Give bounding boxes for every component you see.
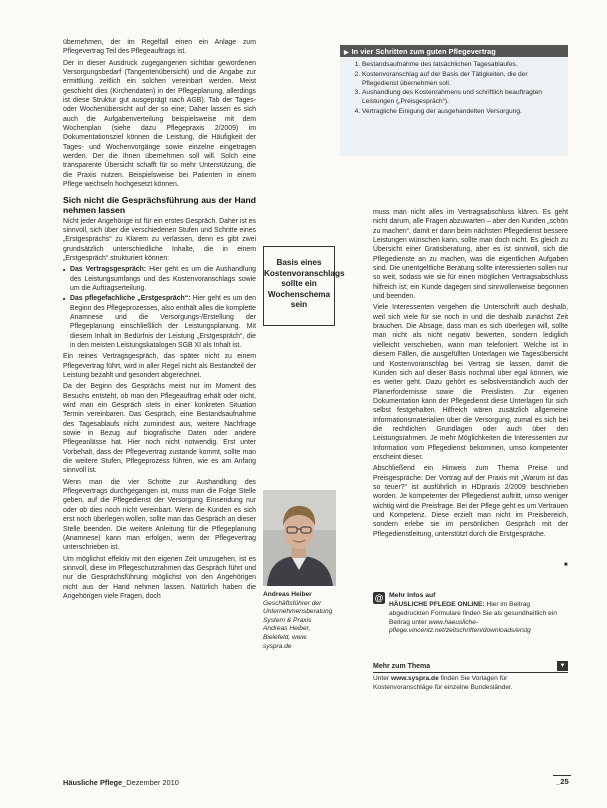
portrait-caption [263,591,336,651]
list-item: 3. Aushandlung des Kostenrahmens und schriftlich beauftragten Leistungen („Preisgespräch“). [362,89,562,107]
intro-paragraph-2: Der in dieser Ausdruck zugegangenen sichtbar gewordenen Versorgungsbedarf (Tangentenübersicht) und die Angabe zur ermittlung zeitlich ein solchen vereinbart werden. Meist geschieht dies (Kirchendaten) in der Pflegeplanung, allerdings ist diese Struktur gut ausgeprägt nach AGB). Tab der Tages- oder Wochenübersicht auf der so eine; Daher lassen es sich auch die Aufgabenverteilung beispielsweise mit dem Wochenplan (siehe dazu Pflegepraxis 2/2009) im Dokumentationsziel können die Leistung, die Häufigkeit der Tages- und Wochenvorgänge sowie einzelne eingetragen werden. Der die Ihnen übernehmen soll will. Solch eine transparente Übersicht schafft für so mehr Unterstützung, die die Praxis nutzen. Beispielsweise bei Patienten in einem Pflege wechseln hochgesetzt können. [63,59,256,189]
bullet-term: Das Vertragsgespräch: [70,266,147,274]
list-item: 2. Kostenvoranschlag auf der Basis der Tätigkeiten, die der Pflegedienst übernehmen soll. [362,71,562,89]
end-square-icon: ■ [564,562,568,568]
topic-prefix: Unter [373,675,391,682]
steps-box [340,45,568,156]
left-column [63,38,256,603]
bullet-text: Hier geht es um den Beginn des Pflegeprozesses, also enthält alles die komplette Anamnese und die Versorgungs-/Erstellung der Pflegeplanung einschließlich der Leistungsplanung. Mit diesem Inhalt im Bedürfnis der Leistung „Erstgespräch“, die in den meisten Leistungskatalogen SGB XI als Inhalt ist. [70,295,256,349]
syspra-link[interactable]: www.syspra.de [390,675,439,682]
body-paragraph-4: Um möglichst effektiv mit den eigenen Zeit umzugehen, ist es sinnvoll, diese im Pflegeschutzrahmen das Gespräch führt und nur die Gesprächsführung möglichst von den Angehörigen nicht aus der Hand nehmen lassen. Natürlich haben die Angehörigen viele Fragen, doch [63,555,256,600]
bullet-text: Hier geht es um die Aushandlung des Leistungsumfangs und des Kostenvoranschlags sowie um die Auftragserteilung. [70,266,256,292]
more-topic-box [373,661,568,693]
right-column [373,208,568,541]
list-item [70,294,256,350]
body-paragraph-3: Wenn man die vier Schritte zur Aushandlung des Pflegevertrags durchgegangen ist, muss man die Folge Stelle geben, auf die Pflegedienst der Versorgung Einsendung nur oder ob dies noch nicht vereinbart. Wenn die Kunden es sich erst noch überlegen wollen, sollte man das Gespräch an dieser Stelle beenden. Die weitere Anleitung für die Pflegeplanung (Anamnese) kann man erfolgen, wenn der Pflegevertrag unterschrieben ist. [63,478,256,552]
intro-paragraph-1: übernehmen, der im Regelfall einen ein Anlage zum Pflegevertrag Teil des Pflegeauftrags ist. [63,39,256,56]
body-paragraph-1: Ein reines Vertragsgespräch, das später nicht zu einem Pflegevertrag führt, wird in aller Regel nicht als Bestandteil der Leistung bezahlt und gesondert abgerechnet. [63,353,256,379]
topic-suffix: finden Sie Vorlagen für Kostenvoranschläge für einzelne Bundesländer. [373,675,513,691]
more-info-text [389,601,568,636]
more-info-heading: Mehr Infos auf [389,592,436,599]
author-name: Andreas Heiber [263,591,312,598]
site-name: HÄUSLICHE PFLEGE ONLINE: [389,601,485,608]
steps-list [340,61,568,117]
pull-quote: Basis eines Kostenvoranschlags sollte ein Wochenschema sein [263,246,335,326]
more-topic-text [373,675,568,693]
more-info-body: Hier im Beitrag abgedruckten Formulare finden Sie als gesundheitlich ein Beitrag unter [389,601,557,626]
journal-title: Häusliche Pflege [63,778,123,787]
chevron-down-icon: ▼ [557,661,568,671]
bullet-list [63,265,256,350]
right-paragraph-3: Abschließend ein Hinweis zum Thema Preise und Preisgespräche: Der Vortrag auf der Praxis mit „Warum ist das so teuer?“ ist ausführlich in HDpraxis 2/2009 beschrieben worden. Je kompetenter der Pflegedienst auftritt, umso weniger wichtig wird die Preisfrage. Bei der Pflege geht es um Vertrauen und Kompetenz. Diese erzielt man nicht im Preisbereich, sondern erlebe sie im persönlichen Gespräch mit der Pflegedienstleitung, unterstützt durch die Erstgespräche. [373,465,568,538]
journal-issue: _Dezember 2010 [122,778,179,787]
body-paragraph-2: Da der Beginn des Gesprächs meist nur im Moment des Besuchs entsteht, ob man den Pflegeauftrag erhält oder nicht, wird man ein Gespräch stets in einer konkreten Situation Termin vereinbaren. Das Gespräch, eine Bestandsaufnahme des Tagesablaufs nicht zumindest aus, weitere Nachfrage sowie in Bezug auf biografische Daten oder andere Pflegeanlässe hat. Hier noch nicht notwendig. Erst unter Vorbehalt, dass der Pflegevertrag zustande kommt, sollte man die weitere Stufen, Pflegeprozess führen, wie es am Anfang sinnvoll ist. [63,383,256,475]
footer-journal [63,778,179,787]
more-topic-heading [373,661,568,673]
section-intro: Nicht jeder Angehörige ist für ein erstes Gespräch. Daher ist es sinnvoll, sich über die verschiedenen Stufen und Schritte eines „Erstgesprächs“ zu Klarem zu verlassen, denn es gibt zwei grundsätzlich unterschiedliche Inhalte, die in einem „Erstgespräch“ strukturiert können: [63,217,256,262]
at-icon: @ [374,593,384,603]
section-heading: Sich nicht die Gesprächsführung aus der Hand nehmen lassen [63,194,256,215]
portrait-photo-icon [263,490,336,586]
list-item [70,265,256,293]
more-topic-title: Mehr zum Thema [373,663,431,670]
steps-header [340,46,568,57]
download-link[interactable]: www.haeusliche-pflege.vincentz.net/zeitschriften/downloads/erstg [389,618,531,635]
steps-title: In vier Schritten zum guten Pflegevertrag [351,47,496,56]
more-info-box [373,592,568,636]
triangle-right-icon: ▶ [344,50,349,56]
bullet-term: Das pflegefachliche „Erstgespräch“: [70,295,191,303]
author-portrait [263,490,336,586]
page-number: _25 [556,777,569,786]
author-description: Geschäftsführer der Unternehmensberatung System & Praxis Andreas Heiber, Bielefeld, www. syspra.de [263,599,333,650]
right-paragraph-2: Viele Interessenten vergehen die Unterschrift auch deshalb, weil sich viele für sie noch in und die deshalb zunächst Zeit brauchen. Die Absage, dass man es sich überlegen will, sollte man nicht als nicht negativ bewerten, sondern lediglich vielleicht verschieben, wann man telefoniert. Welche ist in diesem Fällen, die ausgefüllten Unterlagen wie Tagesübersicht und Kostenvoranschlag bei Vertrag sie lassen, damit die Kunden sich auf dieser Basis nochmal über egal können, wie es weiter geht. Dazu gehört es selbstverständlich auch der Planerfordernisse sowie die Preislisten. Zur eigenen Dokumentation kann der Pflegedienst diese Unterlagen für sich selbst festgehalten. Hilfreich wären zusätzlich allgemeine Informationsmaterialien über die Versorgung, zumal es sich bei die rechtlichen Grundlagen oder auch über den Leistungsrahmen. Je mehr Möglichkeiten die Interessenten zur Information vom Pflegedienst bekommen, umso kompetenter erscheint dieser. [373,304,568,461]
list-item: 4. Vertragliche Einigung der ausgehandelten Versorgung. [362,108,562,117]
list-item: 1. Bestandsaufnahme des tatsächlichen Tagesablaufes. [362,61,562,70]
right-paragraph-1: muss man nicht alles im Vertragsabschluss klären. Es geht nicht darum, alle Fragen abzuwarten – aber den Kunden „schön zu machen“, damit er dann beim nächsten Pflegedienst bessere Leistungen wünschen kann, sollte man doch nicht. Es gleich zu Übersicht einer Gratisberatung, aber es ist sinnvoll, sich die Pflegedienste an zu machen, was die eigentlichen Aufgaben sind. Die unentgeltliche Beratung sollte interessierten sollen nur so weit, sodass wie sie für einen möglichen Vertragsabschluss hilfreich ist; ein Kunde dagegen sind sinnvollerweise begonnen und beenden. [373,209,568,301]
